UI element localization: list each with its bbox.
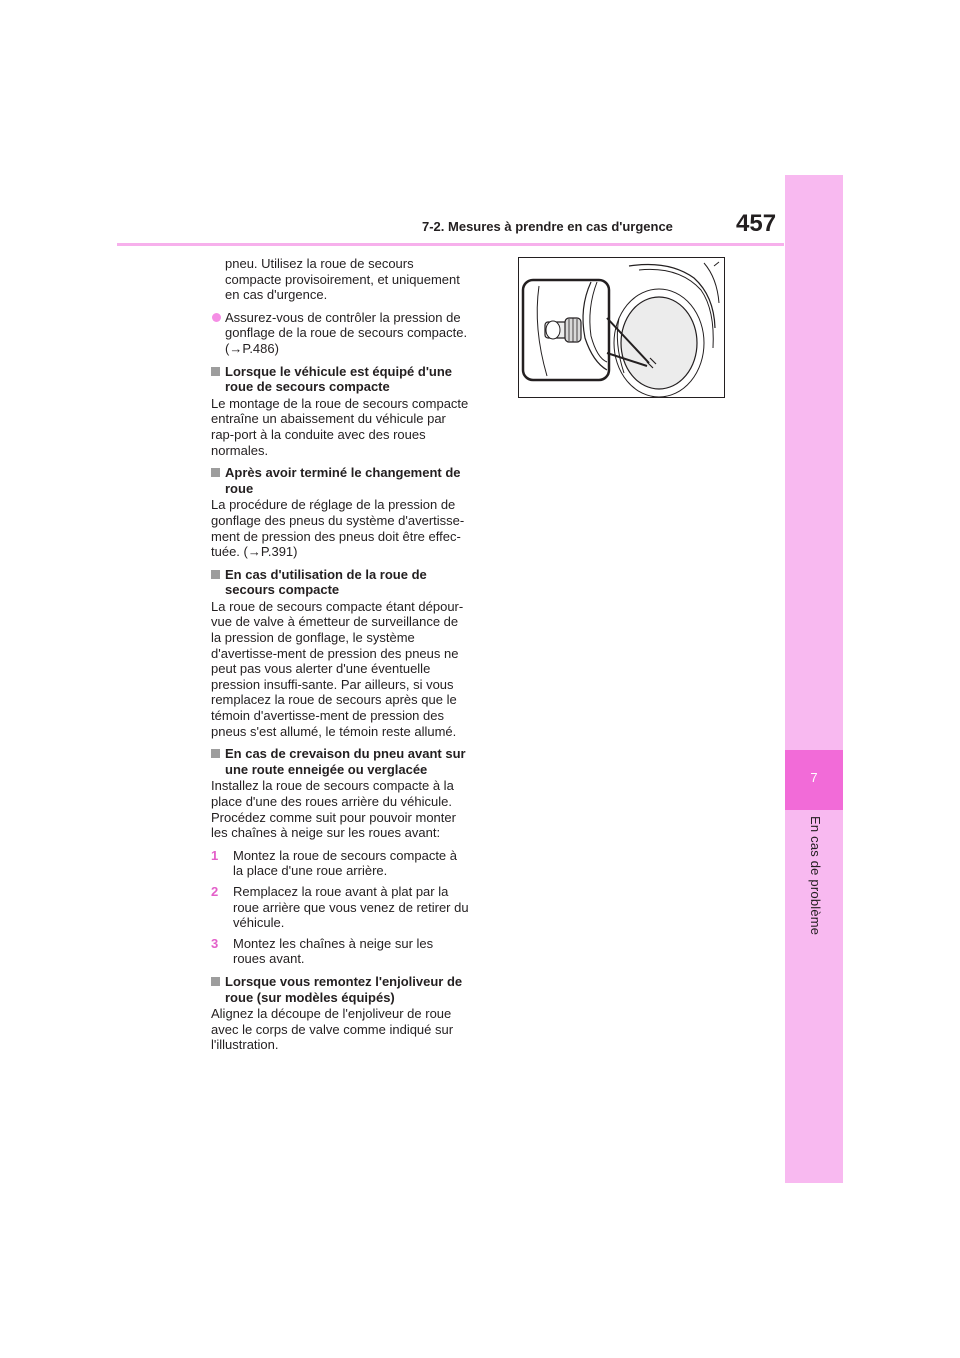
bullet-text: Assurez-vous de contrôler la pression de gonflage de la roue de secours compacte. (→P.486) <box>225 309 468 356</box>
section-body: Installez la roue de secours compacte à la place d'une des roues arrière du véhicule. Procédez comme suit pour pouvoir monter les chaînes à neige sur les roues avant: <box>211 778 456 841</box>
square-bullet-icon <box>211 468 220 477</box>
step-item <box>211 936 469 967</box>
section-body: La procédure de réglage de la pression de gonflage des pneus du système d'avertisse-ment de pression des pneus doit être effec-tuée. (→P.391) <box>211 497 465 560</box>
intro-text: pneu. Utilisez la roue de secours compacte provisoirement, et uniquement en cas d'urgence. <box>225 256 460 303</box>
section-heading <box>211 364 469 395</box>
section-heading-text: En cas de crevaison du pneu avant sur une route enneigée ou verglacée <box>225 746 466 777</box>
chapter-label: En cas de problème <box>808 816 823 936</box>
step-number: 1 <box>211 847 219 863</box>
chapter-number: 7 <box>810 770 818 785</box>
section-heading-text: Après avoir terminé le changement de roue <box>225 465 461 496</box>
square-bullet-icon <box>211 977 220 986</box>
step-text: Montez la roue de secours compacte à la place d'une roue arrière. <box>233 847 458 879</box>
section-heading <box>211 465 469 496</box>
step-number: 2 <box>211 883 219 899</box>
page-number: 457 <box>736 210 777 237</box>
section-heading <box>211 974 469 1005</box>
bullet-item <box>211 310 469 357</box>
section-body: La roue de secours compacte étant dépour-vue de valve à émetteur de surveillance de la pression de gonflage, le système d'avertisse-ment de pression des pneus ne peut pas vous alerter d'une éventuelle pression insuffi-sante. Par ailleurs, si vous remplacez la roue de secours après que le témoin d'avertisse-ment de pression des pneus s'est allumé, le témoin reste allumé. <box>211 598 464 739</box>
square-bullet-icon <box>211 367 220 376</box>
wheel-valve-drawing <box>519 258 724 397</box>
step-text: Remplacez la roue avant à plat par la roue arrière que vous venez de retirer du véhicule. <box>233 883 469 931</box>
step-text: Montez les chaînes à neige sur les roues avant. <box>233 935 434 967</box>
section-heading <box>211 567 469 598</box>
step-item <box>211 848 469 879</box>
header-divider <box>117 243 784 246</box>
step-number: 3 <box>211 935 219 951</box>
section-heading <box>211 746 469 777</box>
section-title: 7-2. Mesures à prendre en cas d'urgence <box>422 219 673 234</box>
square-bullet-icon <box>211 749 220 758</box>
main-content <box>211 256 469 1060</box>
section-heading-text: Lorsque vous remontez l'enjoliveur de roue (sur modèles équipés) <box>225 973 463 1005</box>
section-heading-text: Lorsque le véhicule est équipé d'une roue de secours compacte <box>225 363 453 395</box>
section-body: Le montage de la roue de secours compacte entraîne un abaissement du véhicule par rap-port à la conduite avec des roues normales. <box>211 395 469 458</box>
section-body: Alignez la découpe de l'enjoliveur de roue avec le corps de valve comme indiqué sur l'illustration. <box>211 1006 454 1053</box>
step-item <box>211 884 469 931</box>
square-bullet-icon <box>211 570 220 579</box>
wheel-cover-valve-illustration <box>518 257 725 398</box>
chapter-side-tab <box>785 175 843 1183</box>
bullet-dot-icon <box>212 313 221 322</box>
section-heading-text: En cas d'utilisation de la roue de secours compacte <box>225 566 427 598</box>
